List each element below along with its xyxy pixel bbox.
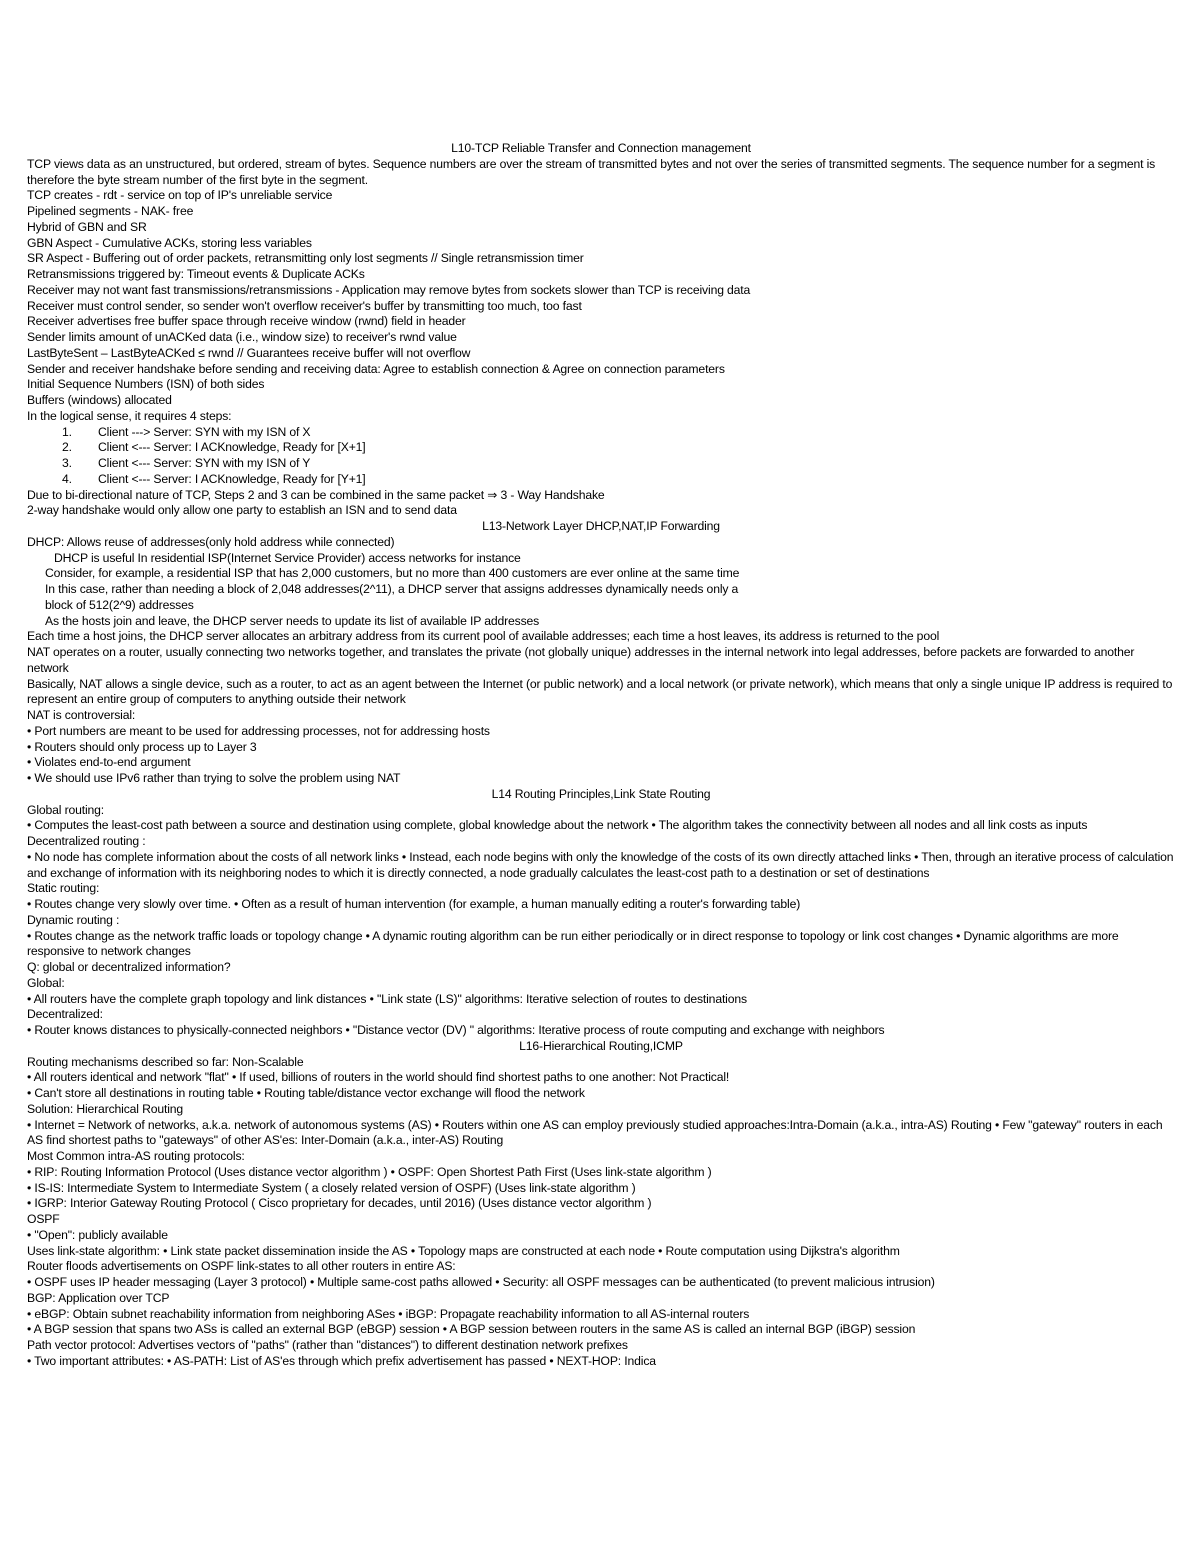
text-line: In this case, rather than needing a block of 2,048 addresses(2^11), a DHCP server that assigns addresses dynamically needs only a: [45, 582, 739, 596]
list-item: [27, 440, 1175, 456]
bullet-line: • Computes the least-cost path between a source and destination using complete, global knowledge about the network • The algorithm takes the connectivity between all nodes and all link costs as inputs: [27, 818, 1088, 833]
text-line: Routing mechanisms described so far: Non-Scalable: [27, 1054, 304, 1069]
text-line: 2-way handshake would only allow one party to establish an ISN and to send data: [27, 503, 457, 518]
bullet-line: • Routes change as the network traffic loads or topology change • A dynamic routing algorithm can be run either periodically or in direct response to topology or link cost changes • Dynamic algorithms are more responsive to network changes: [27, 928, 1119, 959]
text-line: As the hosts join and leave, the DHCP server needs to update its list of available IP addresses: [45, 613, 540, 628]
bullet-line: • Routers should only process up to Layer 3: [27, 739, 257, 754]
bullet-line: • Routes change very slowly over time. • Often as a result of human intervention (for example, a human manually editing a router's forwarding table): [27, 897, 801, 911]
list-number: 1.: [62, 424, 72, 439]
text-line: NAT is controversial:: [27, 708, 136, 722]
text-line: Receiver advertises free buffer space through receive window (rwnd) field in header: [27, 314, 466, 329]
bullet-line: • eBGP: Obtain subnet reachability information from neighboring ASes • iBGP: Propagate reachability information to all AS-internal routers: [27, 1306, 750, 1321]
text-line: Buffers (windows) allocated: [27, 393, 172, 407]
text-line: GBN Aspect - Cumulative ACKs, storing less variables: [27, 235, 312, 250]
text-line: Decentralized:: [27, 1007, 103, 1022]
text-line: DHCP: Allows reuse of addresses(only hold address while connected): [27, 534, 395, 549]
text-line: TCP creates - rdt - service on top of IP's unreliable service: [27, 188, 333, 203]
text-line: Dynamic routing :: [27, 912, 120, 927]
text-line: Solution: Hierarchical Routing: [27, 1101, 184, 1116]
section-heading: L14 Routing Principles,Link State Routing: [491, 786, 711, 801]
bullet-line: • IS-IS: Intermediate System to Intermediate System ( a closely related version of OSPF) (Uses link-state algorithm ): [27, 1180, 636, 1195]
list-text: Client <--- Server: I ACKnowledge, Ready for [Y+1]: [98, 471, 366, 486]
text-line: Path vector protocol: Advertises vectors of "paths" (rather than "distances") to different destination network prefixes: [27, 1338, 628, 1352]
list-text: Client <--- Server: I ACKnowledge, Ready for [X+1]: [98, 440, 366, 455]
text-line: Most Common intra-AS routing protocols:: [27, 1149, 245, 1163]
document-page: [27, 141, 1175, 1370]
bullet-line: • Two important attributes: • AS-PATH: List of AS'es through which prefix advertisement has passed • NEXT-HOP: Indica: [27, 1353, 656, 1368]
section-heading: L10-TCP Reliable Transfer and Connection management: [451, 141, 751, 155]
list-text: Client <--- Server: SYN with my ISN of Y: [98, 456, 311, 470]
text-line: Receiver may not want fast transmissions/retransmissions - Application may remove bytes from sockets slower than TCP is receiving data: [27, 282, 751, 297]
text-line: Consider, for example, a residential ISP that has 2,000 customers, but no more than 400 customers are ever online at the same time: [45, 566, 740, 581]
text-line: DHCP is useful In residential ISP(Internet Service Provider) access networks for instance: [54, 550, 521, 565]
text-line: TCP views data as an unstructured, but ordered, stream of bytes. Sequence numbers are over the stream of transmitted bytes and not over the series of transmitted segments. The sequence number for a segment is therefore the byte stream number of the first byte in the segment.: [27, 156, 1156, 187]
text-line: NAT operates on a router, usually connecting two networks together, and translates the private (not globally unique) addresses in the internal network into legal addresses, before packets are forwarded to another network: [27, 645, 1135, 675]
bullet-line: • RIP: Routing Information Protocol (Uses distance vector algorithm ) • OSPF: Open Shortest Path First (Uses link-state algorithm ): [27, 1164, 712, 1179]
text-line: Basically, NAT allows a single device, such as a router, to act as an agent between the Internet (or public network) and a local network (or private network), which means that only a single unique IP address is required to represent an entire group of computers to anything outside their network: [27, 676, 1173, 707]
text-line: Global routing:: [27, 802, 105, 817]
section-l14: [27, 787, 1175, 1039]
text-line: OSPF: [27, 1212, 60, 1226]
text-line: Due to bi-directional nature of TCP, Steps 2 and 3 can be combined in the same packet ⇒ 3 - Way Handshake: [27, 487, 605, 502]
bullet-line: • No node has complete information about the costs of all network links • Instead, each node begins with only the knowledge of the costs of its own directly attached links • Then, through an iterative process of calculation and exchange of information with its neighboring nodes to which it is directly connected, a node gradually calculates the least-cost path to a destination or set of destinations: [27, 849, 1174, 880]
text-line: Uses link-state algorithm: • Link state packet dissemination inside the AS • Topology maps are constructed at each node • Route computation using Dijkstra's algorithm: [27, 1243, 900, 1258]
text-line: Sender and receiver handshake before sending and receiving data: Agree to establish connection & Agree on connection parameters: [27, 361, 725, 376]
bullet-line: • All routers identical and network "flat" • If used, billions of routers in the world should find shortest paths to one another: Not Practical!: [27, 1070, 730, 1085]
section-heading: L16-Hierarchical Routing,ICMP: [519, 1038, 683, 1053]
bullet-line: • Internet = Network of networks, a.k.a. network of autonomous systems (AS) • Routers within one AS can employ previously studied approaches:Intra-Domain (a.k.a., intra-AS) Routing • Few "gateway" routers in each AS find shortest paths to "gateways" of other AS'es: Inter-Domain (a.k.a., inter-AS) Routing: [27, 1117, 1163, 1148]
text-line: Retransmissions triggered by: Timeout events & Duplicate ACKs: [27, 267, 365, 281]
text-line: block of 512(2^9) addresses: [45, 597, 194, 612]
list-number: 2.: [62, 440, 72, 455]
bullet-line: • OSPF uses IP header messaging (Layer 3 protocol) • Multiple same-cost paths allowed • Security: all OSPF messages can be authenticated (to prevent malicious intrusion): [27, 1275, 935, 1289]
text-line: Static routing:: [27, 881, 100, 896]
text-line: Each time a host joins, the DHCP server allocates an arbitrary address from its current pool of available addresses; each time a host leaves, its address is returned to the pool: [27, 629, 940, 644]
bullet-line: • "Open": publicly available: [27, 1227, 168, 1242]
section-heading: L13-Network Layer DHCP,NAT,IP Forwarding: [482, 519, 720, 533]
text-line: LastByteSent – LastByteACKed ≤ rwnd // Guarantees receive buffer will not overflow: [27, 345, 471, 360]
bullet-line: • A BGP session that spans two ASs is called an external BGP (eBGP) session • A BGP session between routers in the same AS is called an internal BGP (iBGP) session: [27, 1322, 916, 1337]
section-l13: [27, 519, 1175, 787]
bullet-line: • Port numbers are meant to be used for addressing processes, not for addressing hosts: [27, 723, 490, 738]
list-text: Client ---> Server: SYN with my ISN of X: [98, 424, 311, 439]
text-line: In the logical sense, it requires 4 steps:: [27, 408, 232, 423]
text-line: Hybrid of GBN and SR: [27, 219, 147, 234]
list-item: [27, 472, 1175, 488]
list-item: [27, 456, 1175, 472]
bullet-line: • Can't store all destinations in routing table • Routing table/distance vector exchange will flood the network: [27, 1086, 585, 1100]
handshake-steps-list: [27, 425, 1175, 488]
bullet-line: • We should use IPv6 rather than trying to solve the problem using NAT: [27, 771, 401, 785]
text-line: Decentralized routing :: [27, 834, 146, 848]
bullet-line: • Violates end-to-end argument: [27, 755, 191, 770]
list-number: 4.: [62, 471, 72, 486]
section-l10: [27, 141, 1175, 519]
text-line: BGP: Application over TCP: [27, 1290, 170, 1305]
text-line: Router floods advertisements on OSPF link-states to all other routers in entire AS:: [27, 1259, 456, 1274]
bullet-line: • All routers have the complete graph topology and link distances • "Link state (LS)" algorithms: Iterative selection of routes to destinations: [27, 991, 747, 1006]
text-line: SR Aspect - Buffering out of order packets, retransmitting only lost segments // Single retransmission timer: [27, 251, 584, 266]
section-l16: [27, 1039, 1175, 1370]
list-item: [27, 425, 1175, 441]
list-number: 3.: [62, 456, 72, 470]
bullet-line: • IGRP: Interior Gateway Routing Protocol ( Cisco proprietary for decades, until 2016) (Uses distance vector algorithm ): [27, 1196, 652, 1211]
text-line: Global:: [27, 975, 65, 990]
text-line: Sender limits amount of unACKed data (i.e., window size) to receiver's rwnd value: [27, 330, 457, 344]
text-line: Receiver must control sender, so sender won't overflow receiver's buffer by transmitting too much, too fast: [27, 298, 582, 313]
text-line: Pipelined segments - NAK- free: [27, 204, 194, 218]
text-line: Initial Sequence Numbers (ISN) of both sides: [27, 377, 265, 392]
text-line: Q: global or decentralized information?: [27, 960, 231, 974]
bullet-line: • Router knows distances to physically-connected neighbors • "Distance vector (DV) " algorithms: Iterative process of route computing and exchange with neighbors: [27, 1023, 885, 1037]
